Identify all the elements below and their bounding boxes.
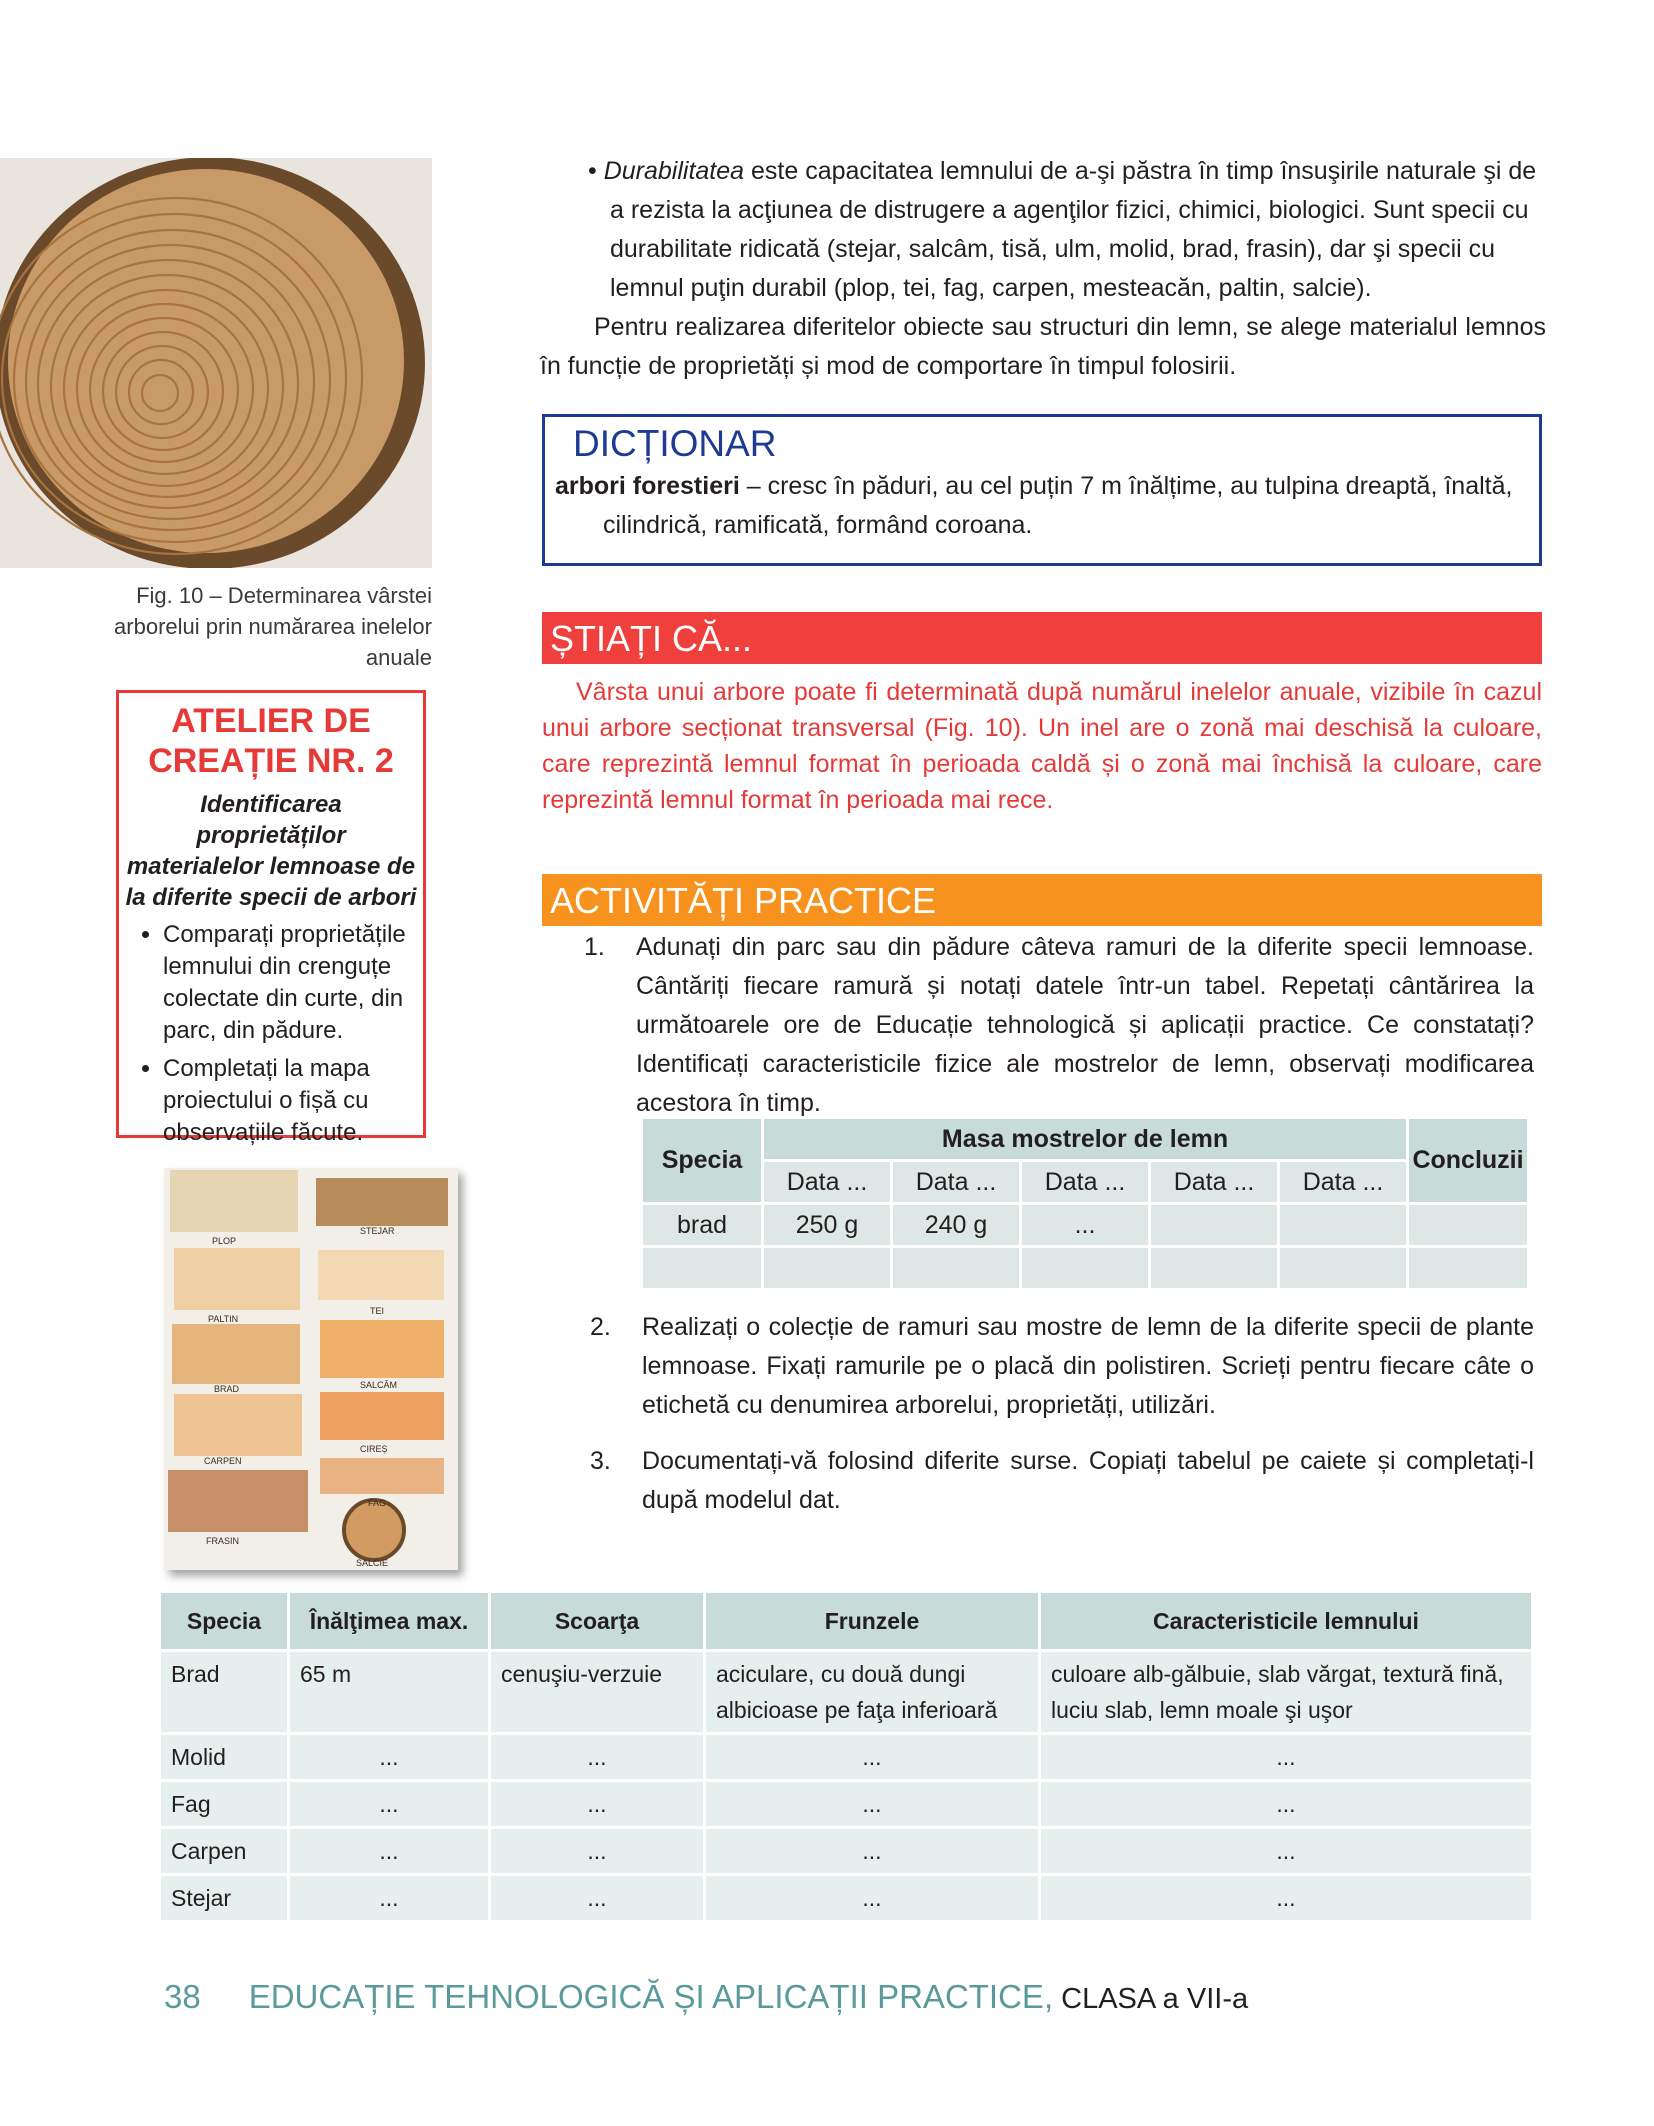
species-header: Scoarţa (491, 1593, 703, 1649)
table-cell: Molid (161, 1735, 287, 1779)
table-cell (1409, 1248, 1527, 1288)
durabilitate-paragraph: • Durabilitatea este capacitatea lemnului de a-şi păstra în timp însuşirile naturale şi de a rezista la acţiunea de distrugere a agenţilor fizici, chimici, biologici. Sunt specii cu durabilitate ridicată (stejar, salcâm, tisă, ulm, molid, brad, frasin), dar şi specii cu lemnul puţin durabil (plop, tei, fag, carpen, mesteacăn, paltin, salcie). (588, 157, 1537, 302)
durabilitate-text: este capacitatea lemnului de a-şi păstra în timp însuşirile naturale şi de a rezista la acţiunea de distrugere a agenţilor fizici, chimici, biologici. Sunt specii cu durabilitate ridicată (stejar, salcâm, tisă, ulm, molid, brad, frasin), dar şi specii cu lemnul puţin durabil (plop, tei, fag, carpen, mesteacăn, paltin, salcie). (610, 157, 1537, 302)
table-cell: ... (706, 1829, 1038, 1873)
table-cell: ... (1041, 1876, 1531, 1920)
table-cell: ... (290, 1735, 488, 1779)
sample-label: FRASIN (206, 1536, 240, 1546)
masa-header-specia: Specia (643, 1119, 761, 1202)
activity-item (590, 1442, 1534, 1522)
table-cell: ... (491, 1829, 703, 1873)
sample-label: TEI (370, 1306, 385, 1316)
book-title: EDUCAȚIE TEHNOLOGICĂ ȘI APLICAȚII PRACTICE, (248, 1978, 1054, 2015)
table-cell: 65 m (290, 1652, 488, 1732)
table-cell: ... (290, 1876, 488, 1920)
table-row (161, 1876, 1531, 1920)
table-cell (1280, 1248, 1406, 1288)
wood-samples-photo (164, 1168, 458, 1570)
table-cell (643, 1248, 761, 1288)
sample-label: CARPEN (204, 1456, 242, 1466)
table-cell (764, 1248, 890, 1288)
activity-text: Realizați o colecție de ramuri sau mostre de lemn de la diferite specii de plante lemnoase. Fixați ramurile pe o placă din polistiren. Scrieți pentru fiecare câte o etichetă cu denumirea arborelui, proprietăți, utilizări. (642, 1313, 1534, 1419)
table-cell: ... (290, 1829, 488, 1873)
activity-number: 2. (590, 1313, 611, 1341)
sample-label: SALCIE (356, 1558, 389, 1568)
species-header: Specia (161, 1593, 287, 1649)
table-cell: ... (706, 1735, 1038, 1779)
pentru-text: Pentru realizarea diferitelor obiecte sau structuri din lemn, se alege materialul lemnos în funcție de proprietăți și mod de comportare în timpul folosirii. (540, 313, 1546, 380)
species-table (158, 1590, 1534, 1923)
sample-label: PALTIN (208, 1314, 239, 1324)
table-row (161, 1782, 1531, 1826)
stiati-text: Vârsta unui arbore poate fi determinată după numărul inelelor anuale, vizibile în cazul unui arbore secționat transversal (Fig. 10). Un inel are o zonă mai deschisă la culoare, care reprezintă lemnul format în perioada caldă și o zonă mai închisă la culoare, care reprezintă lemnul format în perioada mai rece. (542, 678, 1542, 814)
atelier-subtitle: Identificarea proprietăților materialelor lemnoase de la diferite specii de arbori (125, 791, 417, 911)
masa-table (640, 1116, 1530, 1291)
table-cell (1151, 1205, 1277, 1245)
sample-label: STEJAR (360, 1226, 395, 1236)
table-cell: ... (290, 1782, 488, 1826)
table-cell: Stejar (161, 1876, 287, 1920)
atelier-title-line2: CREAȚIE NR. 2 (148, 742, 394, 780)
durabilitate-term: Durabilitatea (603, 157, 745, 185)
class-label: CLASA a VII-a (1061, 1983, 1249, 2015)
table-cell (1280, 1205, 1406, 1245)
dictionar-box (542, 414, 1542, 566)
table-cell: ... (1041, 1782, 1531, 1826)
table-cell: culoare alb-gălbuie, slab vărgat, textură fină, luciu slab, lemn moale şi uşor (1041, 1652, 1531, 1732)
table-row (161, 1652, 1531, 1732)
figure-caption: Fig. 10 – Determinarea vârstei arborelui prin numărarea inelelor anuale (114, 583, 432, 670)
table-cell: aciculare, cu două dungi albicioase pe faţa inferioară (706, 1652, 1038, 1732)
species-header: Frunzele (706, 1593, 1038, 1649)
sample-label: FAG (368, 1498, 387, 1508)
activity-number: 1. (584, 933, 605, 961)
table-cell: ... (491, 1735, 703, 1779)
dictionar-definition (555, 467, 1535, 545)
table-cell: ... (706, 1876, 1038, 1920)
atelier-box (116, 690, 426, 1146)
table-cell: ... (491, 1876, 703, 1920)
stiati-banner: ȘTIAȚI CĂ... (542, 612, 1542, 664)
table-cell: Carpen (161, 1829, 287, 1873)
atelier-bullet: • Comparați proprietățile lemnului din crenguțe colectate din curte, din parc, din pădure. (163, 919, 417, 1047)
page-footer (164, 1978, 1248, 2016)
masa-date-header: Data ... (1022, 1162, 1148, 1202)
species-header: Caracteristicile lemnului (1041, 1593, 1531, 1649)
sample-label: PLOP (212, 1236, 237, 1246)
table-cell: ... (1041, 1735, 1531, 1779)
activitati-banner: ACTIVITĂȚI PRACTICE (542, 874, 1542, 926)
table-cell (1022, 1248, 1148, 1288)
table-cell: cenuşiu-verzuie (491, 1652, 703, 1732)
table-row (161, 1735, 1531, 1779)
table-cell: Fag (161, 1782, 287, 1826)
masa-date-header: Data ... (893, 1162, 1019, 1202)
sample-label: SALCÂM (360, 1380, 398, 1390)
sample-label: CIREȘ (360, 1444, 388, 1454)
atelier-title (125, 701, 417, 781)
table-cell (1409, 1205, 1527, 1245)
table-cell: 240 g (893, 1205, 1019, 1245)
pentru-paragraph (540, 308, 1546, 386)
dictionar-title: DICȚIONAR (573, 423, 777, 464)
page-number: 38 (164, 1978, 201, 2015)
table-row (643, 1248, 1527, 1288)
table-cell: ... (1022, 1205, 1148, 1245)
masa-date-header: Data ... (764, 1162, 890, 1202)
activity-item (590, 1308, 1534, 1426)
table-cell: ... (706, 1782, 1038, 1826)
dictionar-term: arbori forestieri (555, 472, 740, 500)
table-row (161, 1829, 1531, 1873)
activity-text: Adunați din parc sau din pădure câteva ramuri de la diferite specii lemnoase. Cântăriți fiecare ramură și notați datele într-un tabel. Repetați cântărirea la următoarele ore de Educație tehnologică și aplicații practice. Ce constatați? Identificați caracteristicile fizice ale mostrelor de lemn, observați modificarea acestora în timp. (636, 933, 1534, 1117)
atelier-title-line1: ATELIER DE (171, 702, 371, 740)
table-cell: ... (1041, 1829, 1531, 1873)
atelier-bullet-list (125, 919, 417, 1149)
dictionar-definition-text: – cresc în păduri, au cel puțin 7 m înălțime, au tulpina dreaptă, înaltă, cilindrică, ramificată, formând coroana. (603, 472, 1513, 539)
activity-number: 3. (590, 1447, 611, 1475)
table-cell: brad (643, 1205, 761, 1245)
table-row (643, 1205, 1527, 1245)
activity-text: Documentați-vă folosind diferite surse. Copiați tabelul pe caiete și completați-l după modelul dat. (642, 1447, 1534, 1514)
table-cell (893, 1248, 1019, 1288)
masa-header-masa: Masa mostrelor de lemn (764, 1119, 1406, 1159)
table-cell: ... (491, 1782, 703, 1826)
table-cell (1151, 1248, 1277, 1288)
masa-date-header: Data ... (1280, 1162, 1406, 1202)
atelier-bullet: • Completați la mapa proiectului o fișă cu observațiile făcute. (163, 1053, 417, 1149)
table-cell: Brad (161, 1652, 287, 1732)
table-cell: 250 g (764, 1205, 890, 1245)
masa-date-header: Data ... (1151, 1162, 1277, 1202)
sample-label: BRAD (214, 1384, 240, 1394)
activity-item (584, 928, 1534, 1117)
tree-ring-photo (0, 158, 432, 568)
species-header: Înălţimea max. (290, 1593, 488, 1649)
masa-header-concluzii: Concluzii (1409, 1119, 1527, 1202)
